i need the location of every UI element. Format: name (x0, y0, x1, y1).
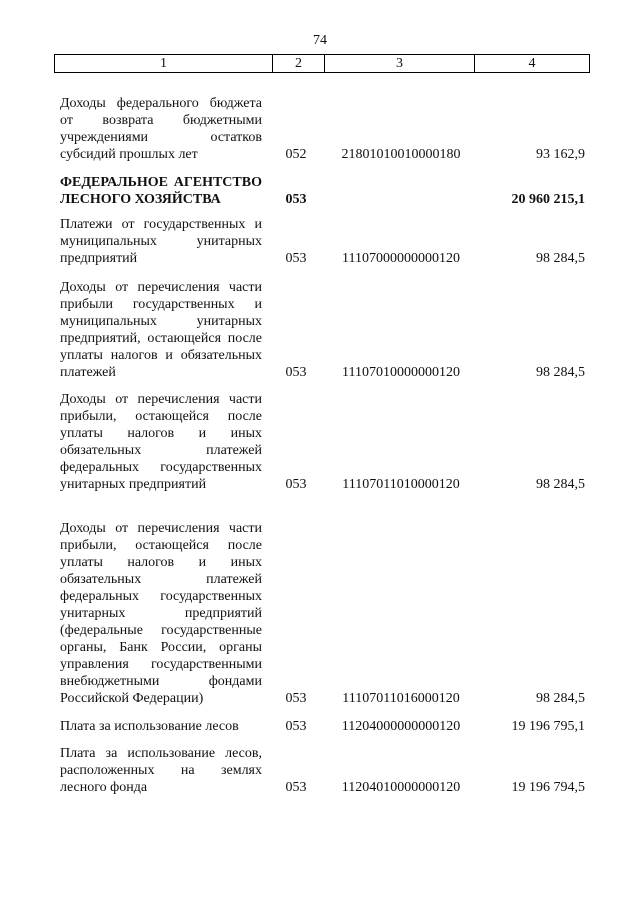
row-kbk-code: 11107011016000120 (342, 691, 460, 706)
row-amount: 19 196 795,1 (511, 719, 585, 734)
row-admin-code: 053 (285, 691, 307, 706)
row-admin-code: 052 (285, 147, 307, 162)
table-row (0, 391, 640, 493)
table-row (0, 520, 640, 707)
row-amount: 19 196 794,5 (511, 780, 585, 795)
row-description: Доходы от перечисления части прибыли, остающейся после уплаты налогов и иных обязательных платежей федеральных государственных унитарных предприятий (60, 392, 262, 492)
row-amount: 20 960 215,1 (511, 192, 585, 207)
row-description: Платежи от государственных и муниципальных унитарных предприятий (60, 217, 262, 266)
row-admin-code: 053 (285, 192, 307, 207)
row-admin-code: 053 (285, 251, 307, 266)
row-admin-code: 053 (285, 365, 307, 380)
row-kbk-code: 11204000000000120 (341, 719, 461, 734)
row-description: Плата за использование лесов (60, 719, 239, 734)
table-row (0, 95, 640, 163)
page-number: 74 (313, 33, 327, 48)
table-row (0, 718, 640, 735)
row-description: Доходы от перечисления части прибыли, остающейся после уплаты налогов и иных обязательных платежей федеральных государственных унитарных предприятий (федеральные государственные органы, Банк России, органы управления государственными внебюджетными фондами Российской Федерации) (60, 521, 262, 706)
table-row (0, 745, 640, 796)
header-col-4: 4 (528, 55, 536, 71)
row-amount: 98 284,5 (536, 691, 585, 706)
row-amount: 98 284,5 (536, 365, 585, 380)
row-description: Плата за использование лесов, расположенных на землях лесного фонда (60, 746, 262, 795)
row-admin-code: 053 (285, 780, 307, 795)
table-row (0, 279, 640, 381)
row-kbk-code: 11204010000000120 (341, 780, 461, 795)
row-description: ФЕДЕРАЛЬНОЕ АГЕНТСТВО ЛЕСНОГО ХОЗЯЙСТВА (60, 175, 262, 207)
header-col-1: 1 (55, 55, 273, 72)
row-kbk-code: 11107010000000120 (342, 365, 460, 380)
row-kbk-code: 11107011010000120 (342, 477, 460, 492)
row-description: Доходы федерального бюджета от возврата бюджетными учреждениями остатков субсидий прошлых лет (60, 96, 262, 162)
row-kbk-code: 11107000000000120 (342, 251, 460, 266)
table-row (0, 216, 640, 267)
row-amount: 98 284,5 (536, 477, 585, 492)
table-header (54, 54, 590, 73)
header-col-3: 3 (325, 55, 475, 72)
table-row (0, 174, 640, 208)
row-description: Доходы от перечисления части прибыли государственных и муниципальных унитарных предприятий, остающейся после уплаты налогов и обязательных платежей (60, 280, 262, 380)
header-col-2: 2 (273, 55, 325, 72)
row-amount: 98 284,5 (536, 251, 585, 266)
row-amount: 93 162,9 (536, 147, 585, 162)
row-kbk-code: 21801010010000180 (341, 147, 461, 162)
row-admin-code: 053 (285, 477, 307, 492)
row-admin-code: 053 (285, 719, 307, 734)
